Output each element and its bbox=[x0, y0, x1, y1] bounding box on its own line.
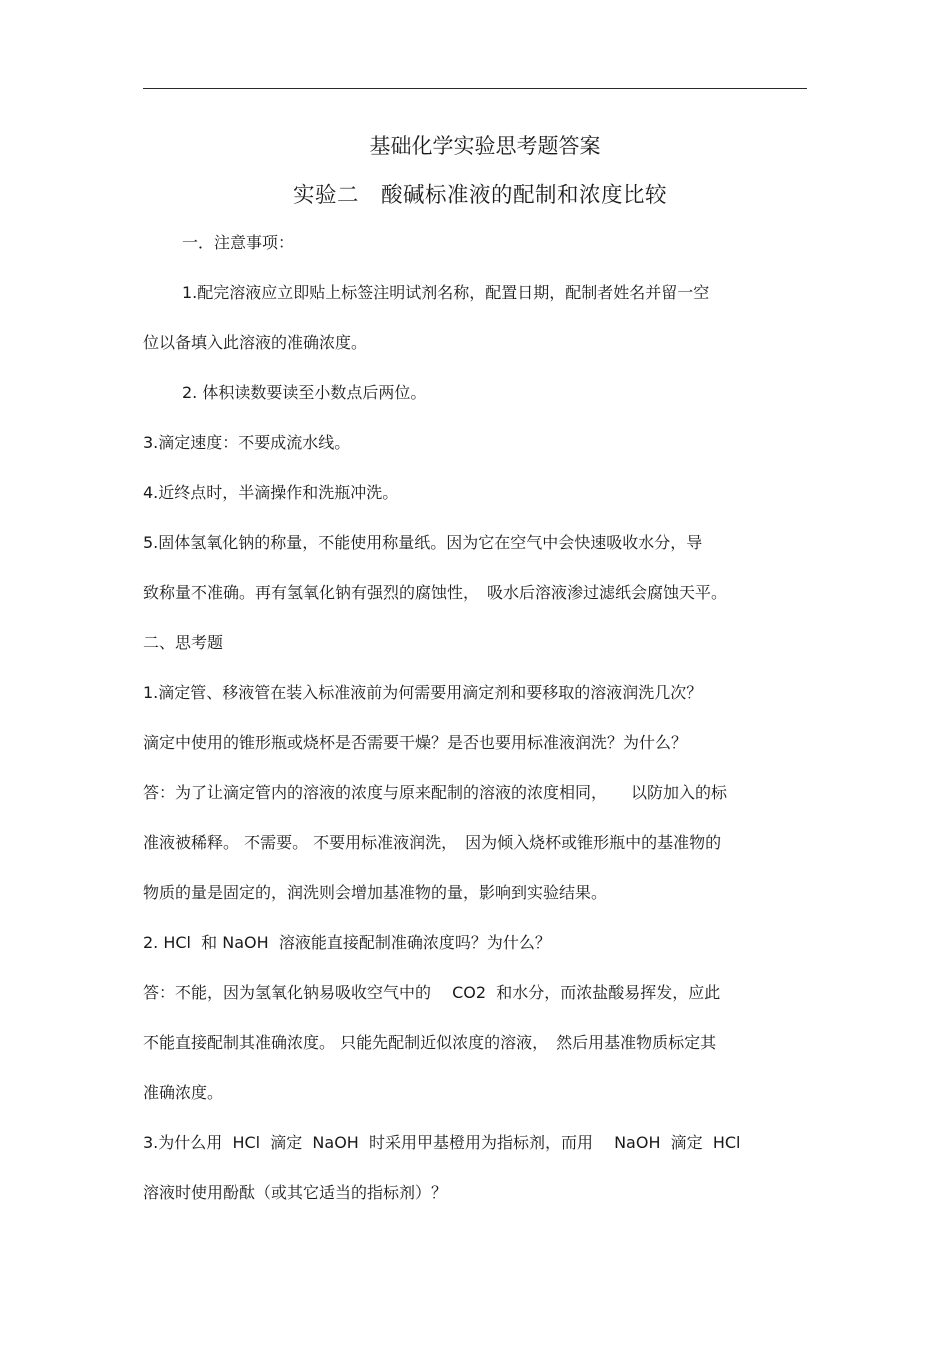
answer-line: 物质的量是固定的，润洗则会增加基准物的量，影响到实验结果。 bbox=[143, 883, 608, 902]
paragraph-line: 1.配完溶液应立即贴上标签注明试剂名称，配置日期，配制者姓名并留一空 bbox=[182, 283, 710, 302]
answer-line: 准确浓度。 bbox=[143, 1083, 224, 1102]
answer-line: 答：不能，因为氢氧化钠易吸收空气中的 CO2 和水分，而浓盐酸易挥发，应此 bbox=[143, 983, 721, 1002]
section-heading-questions: 二、思考题 bbox=[143, 633, 224, 652]
question-line: 1.滴定管、移液管在装入标准液前为何需要用滴定剂和要移取的溶液润洗几次？ bbox=[143, 683, 703, 702]
question-line: 2. HCl 和 NaOH 溶液能直接配制准确浓度吗？为什么？ bbox=[143, 933, 551, 952]
paragraph-line: 3.滴定速度：不要成流水线。 bbox=[143, 433, 351, 452]
paragraph-line: 致称量不准确。再有氢氧化钠有强烈的腐蚀性， 吸水后溶液渗过滤纸会腐蚀天平。 bbox=[143, 583, 728, 602]
question-line: 3.为什么用 HCl 滴定 NaOH 时采用甲基橙用为指标剂，而用 NaOH 滴定 HCl bbox=[143, 1133, 741, 1152]
question-line: 溶液时使用酚酞（或其它适当的指标剂）？ bbox=[143, 1183, 448, 1202]
section-heading-notes: 一．注意事项： bbox=[182, 233, 295, 252]
paragraph-line: 4.近终点时，半滴操作和洗瓶冲洗。 bbox=[143, 483, 399, 502]
answer-line: 不能直接配制其准确浓度。 只能先配制近似浓度的溶液， 然后用基准物质标定其 bbox=[143, 1033, 717, 1052]
experiment-title: 实验二 酸碱标准液的配制和浓度比较 bbox=[292, 183, 667, 208]
paragraph-line: 2. 体积读数要读至小数点后两位。 bbox=[182, 383, 427, 402]
question-line: 滴定中使用的锥形瓶或烧杯是否需要干燥？是否也要用标准液润洗？为什么？ bbox=[143, 733, 688, 752]
document-title: 基础化学实验思考题答案 bbox=[369, 134, 601, 158]
paragraph-line: 5.固体氢氧化钠的称量，不能使用称量纸。因为它在空气中会快速吸收水分，导 bbox=[143, 533, 703, 552]
answer-line: 准液被稀释。 不需要。 不要用标准液润洗， 因为倾入烧杯或锥形瓶中的基准物的 bbox=[143, 833, 722, 852]
header-rule bbox=[143, 88, 807, 89]
answer-line: 答：为了让滴定管内的溶液的浓度与原来配制的溶液的浓度相同， 以防加入的标 bbox=[143, 783, 728, 802]
paragraph-line: 位以备填入此溶液的准确浓度。 bbox=[143, 333, 368, 352]
